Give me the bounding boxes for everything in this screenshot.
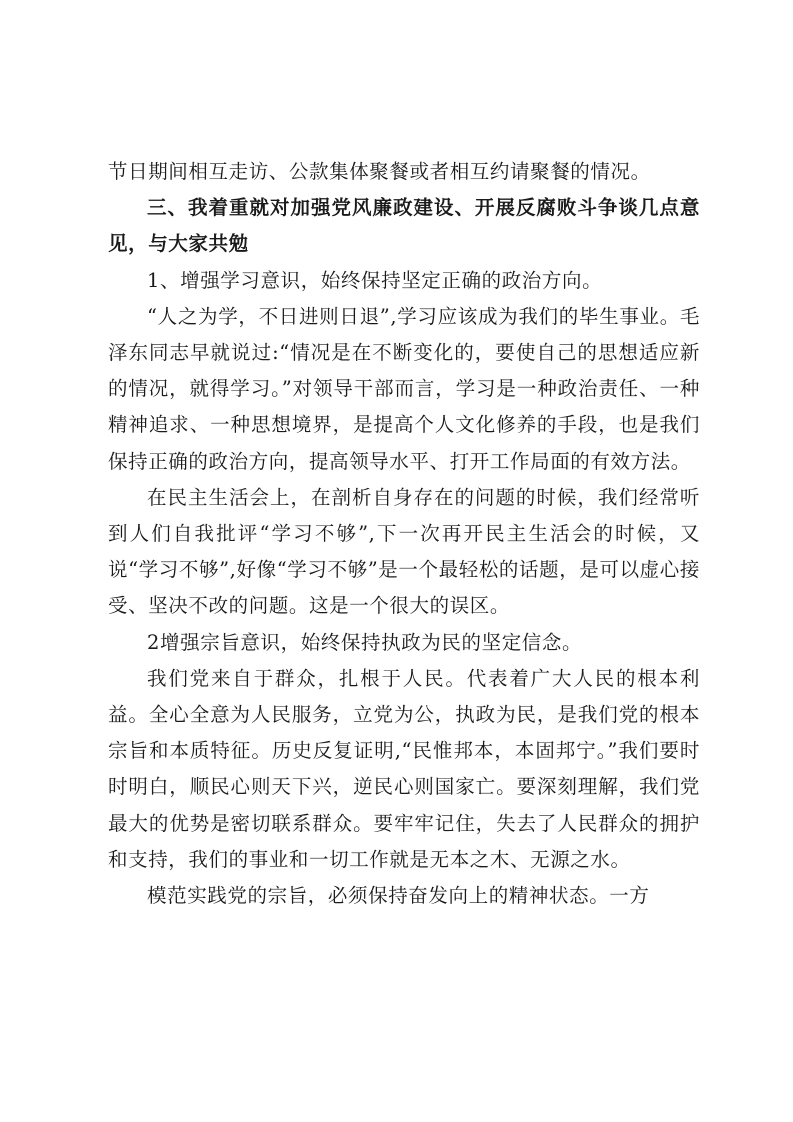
subheading-purpose: 2增强宗旨意识，始终保持执政为民的坚定信念。 — [147, 630, 583, 654]
paragraph-spirit: 模范实践党的宗旨，必须保持奋发向上的精神状态。一方 — [147, 884, 650, 908]
document-body — [108, 154, 700, 914]
section-heading: 三、我着重就对加强党风廉政建设、开展反腐败斗争谈几点意见，与大家共勉 — [108, 196, 700, 256]
paragraph-learning: “人之为学，不日进则日退”,学习应该成为我们的毕生事业。毛泽东同志早就说过:“情况是在不断变化的，要使自己的思想适应新的情况，就得学习。”对领导干部而言，学习是一种政治责任、一种精神追求、一种思想境界，是提高个人文化修养的手段，也是我们保持正确的政治方向，提高领导水平、打开工作局面的有效方法。 — [108, 304, 700, 473]
paragraph-continuation: 节日期间相互走访、公款集体聚餐或者相互约请聚餐的情况。 — [108, 160, 651, 183]
paragraph-democratic-meeting: 在民主生活会上，在剖析自身存在的问题的时候，我们经常听到人们自我批评“学习不够”,下一次再开民主生活会的时候，又说“学习不够”,好像“学习不够”是一个最轻松的话题，是可以虚心接受、坚决不改的问题。这是一个很大的误区。 — [108, 485, 700, 618]
paragraph-party-people: 我们党来自于群众，扎根于人民。代表着广大人民的根本利益。全心全意为人民服务，立党为公，执政为民，是我们党的根本宗旨和本质特征。历史反复证明,“民惟邦本，本固邦宁。”我们要时时明白，顺民心则天下兴，逆民心则国家亡。要深刻理解，我们党最大的优势是密切联系群众。要牢牢记住，失去了人民群众的拥护和支持，我们的事业和一切工作就是无本之木、无源之水。 — [108, 666, 700, 871]
subheading-learning: 1、增强学习意识，始终保持坚定正确的政治方向。 — [147, 268, 603, 292]
